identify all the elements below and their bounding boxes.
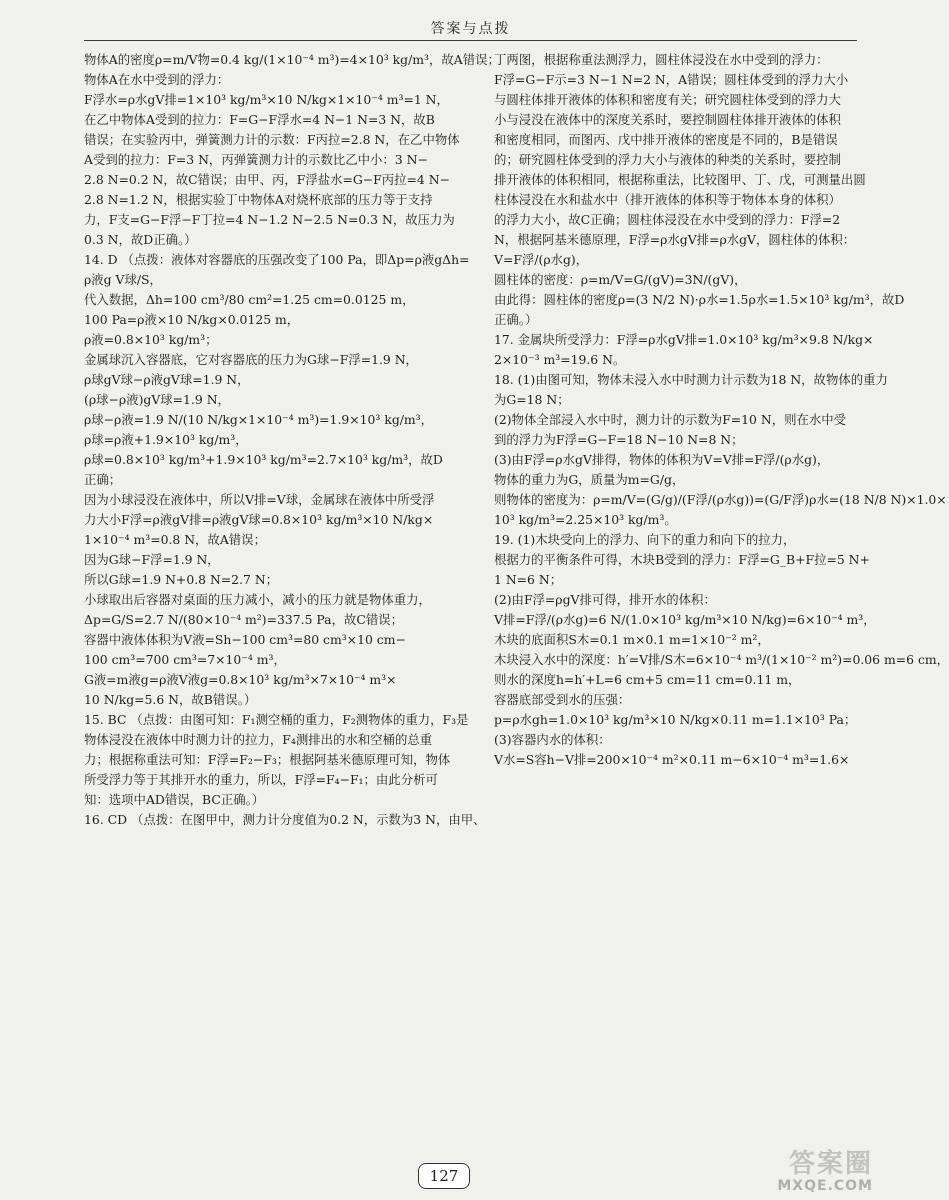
- text-line: 和密度相同，而图丙、戊中排开液体的密度是不同的，B是错误: [494, 132, 838, 147]
- text-line: ρ液g V球/S，: [84, 272, 162, 287]
- text-line: 金属球沉入容器底，它对容器底的压力为G球−F浮=1.9 N，: [84, 352, 418, 367]
- right-column: [494, 50, 949, 770]
- page-number: 127: [418, 1163, 470, 1189]
- text-line: N，根据阿基米德原理，F浮=ρ水gV排=ρ水gV，圆柱体的体积：: [494, 232, 856, 247]
- text-line: 因为G球−F浮=1.9 N，: [84, 552, 220, 567]
- text-line: 由此得：圆柱体的密度ρ=(3 N/2 N)·ρ水=1.5ρ水=1.5×10³ kg/m³，故D: [494, 292, 905, 307]
- text-line: Δp=G/S=2.7 N/(80×10⁻⁴ m²)=337.5 Pa，故C错误；: [84, 612, 404, 627]
- text-line: 容器底部受到水的压强：: [494, 692, 631, 707]
- text-line: 的；研究圆柱体受到的浮力大小与液体的种类的关系时，要控制: [494, 152, 841, 167]
- text-line: F浮水=ρ水gV排=1×10³ kg/m³×10 N/kg×1×10⁻⁴ m³=1 N，: [84, 92, 449, 107]
- text-line: 力，F支=G−F浮−F丁拉=4 N−1.2 N−2.5 N=0.3 N，故压力为: [84, 212, 455, 227]
- text-line: 知：选项中AD错误，BC正确。）: [84, 792, 265, 807]
- text-line: 则物体的密度为：ρ=m/V=(G/g)/(F浮/(ρ水g))=(G/F浮)ρ水=(18 N/8 N)×1.0×: [494, 492, 947, 507]
- text-line: 2.8 N=1.2 N，根据实验丁中物体A对烧杯底部的压力等于支持: [84, 192, 433, 207]
- text-line: ρ球=0.8×10³ kg/m³+1.9×10³ kg/m³=2.7×10³ kg/m³，故D: [84, 452, 443, 467]
- text-line: 14. D （点拨：液体对容器底的压强改变了100 Pa，即Δp=ρ液gΔh=: [84, 252, 470, 267]
- text-line: 与圆柱体排开液体的体积和密度有关；研究圆柱体受到的浮力大: [494, 92, 841, 107]
- text-line: (ρ球−ρ液)gV球=1.9 N，: [84, 392, 230, 407]
- text-line: A受到的拉力：F=3 N，丙弹簧测力计的示数比乙中小：3 N−: [84, 152, 428, 167]
- text-line: 排开液体的体积相同，根据称重法，比较图甲、丁、戊，可测量出圆: [494, 172, 866, 187]
- text-line: 小与浸没在液体中的深度关系时，要控制圆柱体排开液体的体积: [494, 112, 841, 127]
- text-line: 木块的底面积S木=0.1 m×0.1 m=1×10⁻² m²，: [494, 632, 770, 647]
- text-line: 2.8 N=0.2 N，故C错误；由甲、丙，F浮盐水=G−F丙拉=4 N−: [84, 172, 450, 187]
- text-line: 力大小F浮=ρ液gV排=ρ液gV球=0.8×10³ kg/m³×10 N/kg×: [84, 512, 434, 527]
- text-line: V水=S容h−V排=200×10⁻⁴ m²×0.11 m−6×10⁻⁴ m³=1.6×: [494, 752, 850, 767]
- text-line: F浮=G−F示=3 N−1 N=2 N，A错误；圆柱体受到的浮力大小: [494, 72, 849, 87]
- text-line: 根据力的平衡条件可得，木块B受到的浮力：F浮=G_B+F拉=5 N+: [494, 552, 870, 567]
- text-line: 正确。）: [494, 312, 538, 327]
- text-line: (2)由F浮=ρgV排可得，排开水的体积：: [494, 592, 716, 607]
- text-line: 19. (1)木块受向上的浮力、向下的重力和向下的拉力，: [494, 532, 796, 547]
- text-line: G液=m液g=ρ液V液g=0.8×10³ kg/m³×7×10⁻⁴ m³×: [84, 672, 397, 687]
- text-line: 所受浮力等于其排开水的重力，所以，F浮=F₄−F₁；由此分析可: [84, 772, 438, 787]
- left-column: [84, 50, 500, 830]
- text-line: 10³ kg/m³=2.25×10³ kg/m³。: [494, 512, 677, 527]
- text-line: V排=F浮/(ρ水g)=6 N/(1.0×10³ kg/m³×10 N/kg)=6×10⁻⁴ m³，: [494, 612, 876, 627]
- text-line: 的浮力大小，故C正确；圆柱体浸没在水中受到的浮力：F浮=2: [494, 212, 841, 227]
- text-line: 圆柱体的密度：ρ=m/V=G/(gV)=3N/(gV)，: [494, 272, 747, 287]
- text-line: 错误；在实验丙中，弹簧测力计的示数：F丙拉=2.8 N，在乙中物体: [84, 132, 460, 147]
- text-line: (2)物体全部浸入水中时，测力计的示数为F=10 N，则在水中受: [494, 412, 847, 427]
- text-line: 物体A在水中受到的浮力：: [84, 72, 230, 87]
- page-header: [84, 0, 857, 41]
- text-line: 柱体浸没在水和盐水中（排开液体的体积等于物体本身的体积）: [494, 192, 841, 207]
- text-line: ρ球=ρ液+1.9×10³ kg/m³，: [84, 432, 248, 447]
- text-line: 16. CD （点拨：在图甲中，测力计分度值为0.2 N，示数为3 N，由甲、: [84, 812, 486, 827]
- text-line: V=F浮/(ρ水g)，: [494, 252, 589, 267]
- header-title: 答案与点拨: [430, 21, 511, 37]
- text-line: 正确；: [84, 472, 122, 487]
- text-line: 容器中液体体积为V液=Sh−100 cm³=80 cm³×10 cm−: [84, 632, 406, 647]
- text-line: 10 N/kg=5.6 N，故B错误。）: [84, 692, 257, 707]
- text-line: ρ球−ρ液=1.9 N/(10 N/kg×1×10⁻⁴ m³)=1.9×10³ kg/m³，: [84, 412, 434, 427]
- text-line: 木块浸入水中的深度：h′=V排/S木=6×10⁻⁴ m³/(1×10⁻² m²)=0.06 m=6 cm，: [494, 652, 949, 667]
- watermark-top-text: 答案圈: [788, 1149, 873, 1179]
- text-line: 15. BC （点拨：由图可知：F₁测空桶的重力，F₂测物体的重力，F₃是: [84, 712, 469, 727]
- text-line: 在乙中物体A受到的拉力：F=G−F浮水=4 N−1 N=3 N，故B: [84, 112, 435, 127]
- text-line: 所以G球=1.9 N+0.8 N=2.7 N；: [84, 572, 279, 587]
- text-line: 力；根据称重法可知：F浮=F₂−F₃；根据阿基米德原理可知，物体: [84, 752, 451, 767]
- watermark-logo: [723, 1150, 873, 1196]
- text-line: 1×10⁻⁴ m³=0.8 N，故A错误；: [84, 532, 266, 547]
- text-line: 17. 金属块所受浮力：F浮=ρ水gV排=1.0×10³ kg/m³×9.8 N/kg×: [494, 332, 874, 347]
- text-line: 为G=18 N；: [494, 392, 570, 407]
- text-line: 物体A的密度ρ=m/V物=0.4 kg/(1×10⁻⁴ m³)=4×10³ kg/m³，故A错误；: [84, 52, 500, 67]
- text-line: 因为小球浸没在液体中，所以V排=V球，金属球在液体中所受浮: [84, 492, 435, 507]
- text-line: 100 cm³=700 cm³=7×10⁻⁴ m³，: [84, 652, 286, 667]
- text-line: 到的浮力为F浮=G−F=18 N−10 N=8 N；: [494, 432, 744, 447]
- text-line: 代入数据，Δh=100 cm³/80 cm²=1.25 cm=0.0125 m，: [84, 292, 415, 307]
- watermark-bottom-text: MXQE.COM: [777, 1178, 873, 1194]
- text-line: ρ球gV球−ρ液gV球=1.9 N，: [84, 372, 250, 387]
- text-line: 物体浸没在液体中时测力计的拉力，F₄测排出的水和空桶的总重: [84, 732, 433, 747]
- text-line: ρ液=0.8×10³ kg/m³；: [84, 332, 218, 347]
- text-line: (3)容器内水的体积：: [494, 732, 611, 747]
- text-line: p=ρ水gh=1.0×10³ kg/m³×10 N/kg×0.11 m=1.1×10³ Pa；: [494, 712, 857, 727]
- text-line: 100 Pa=ρ液×10 N/kg×0.0125 m，: [84, 312, 300, 327]
- text-line: 丁两图，根据称重法测浮力，圆柱体浸没在水中受到的浮力：: [494, 52, 829, 67]
- text-line: 18. (1)由图可知，物体未浸入水中时测力计示数为18 N，故物体的重力: [494, 372, 888, 387]
- text-line: 0.3 N，故D正确。）: [84, 232, 197, 247]
- text-line: (3)由F浮=ρ水gV排得，物体的体积为V=V排=F浮/(ρ水g)，: [494, 452, 830, 467]
- text-line: 则水的深度h=h′+L=6 cm+5 cm=11 cm=0.11 m，: [494, 672, 801, 687]
- text-line: 1 N=6 N；: [494, 572, 563, 587]
- text-line: 2×10⁻³ m³=19.6 N。: [494, 352, 626, 367]
- text-line: 物体的重力为G，质量为m=G/g，: [494, 472, 685, 487]
- text-line: 小球取出后容器对桌面的压力减小，减小的压力就是物体重力，: [84, 592, 431, 607]
